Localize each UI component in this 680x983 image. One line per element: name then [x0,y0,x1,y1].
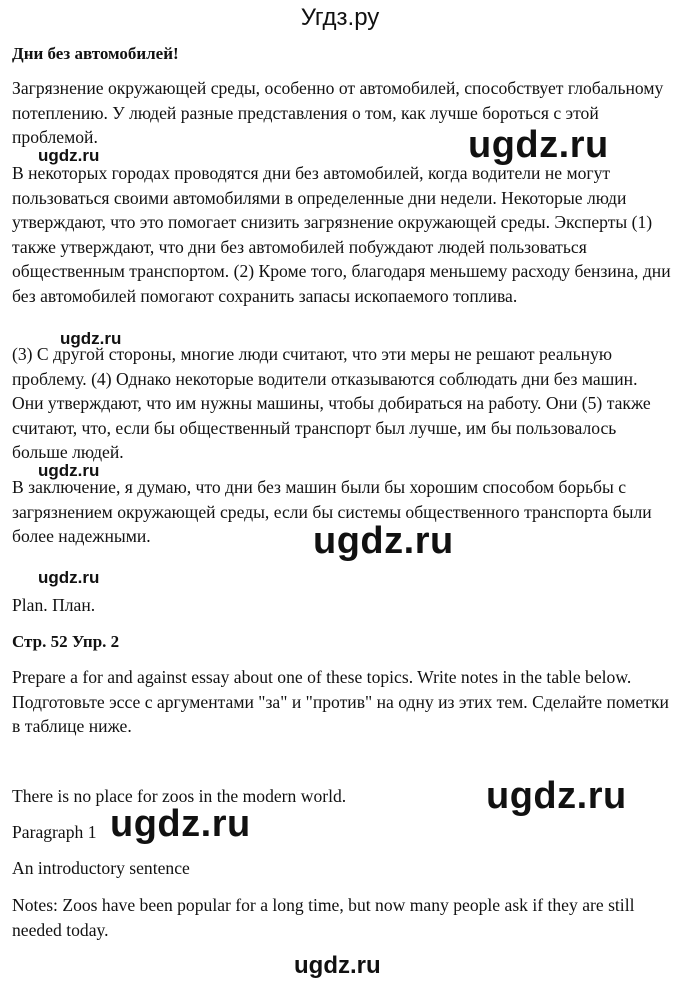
watermark-footer: ugdz.ru [294,952,381,979]
notes-text: Notes: Zoos have been popular for a long time, but now many people ask if they are still needed today. [12,895,635,940]
article-paragraph-3: (3) С другой стороны, многие люди считают, что эти меры не решают реальную проблему. (4) Однако некоторые водители отказываются соблюдать дни без машин. Они утверждают, что им нужны машины, чтобы добираться на работу. Они (5) также считают, что, если бы общественный транспорт был лучше, им бы пользовалось больше людей. [12,344,651,462]
paragraph-label: Paragraph 1 [12,822,97,842]
watermark-big: ugdz.ru [110,803,251,845]
article-paragraph-2: В некоторых городах проводятся дни без автомобилей, когда водители не могут пользоваться своими автомобилями в определенные дни недели. Некоторые люди утверждают, что это помогает снизить загрязнение окружающей среды. Эксперты (1) также утверждают, что дни без автомобилей побуждают людей пользоваться общественным транспортом. (2) Кроме того, благодаря меньшему расходу бензина, дни без автомобилей помогают сохранить запасы ископаемого топлива. [12,163,671,306]
essay-topic: There is no place for zoos in the modern world. [12,786,347,806]
intro-label: An introductory sentence [12,858,190,878]
site-header[interactable]: Угдз.ру [300,4,380,31]
watermark-big: ugdz.ru [486,775,627,817]
watermark-small: ugdz.ru [38,461,100,480]
article-paragraph-1: Загрязнение окружающей среды, особенно от автомобилей, способствует глобальному потеплению. У людей разные представления о том, как лучше бороться с этой проблемой. [12,78,664,147]
article-paragraph-4: В заключение, я думаю, что дни без машин были бы хорошим способом борьбы с загрязнением окружающей среды, если бы системы общественного транспорта были более надежными. [12,477,652,546]
watermark-small: ugdz.ru [38,568,100,587]
exercise-heading: Стр. 52 Упр. 2 [12,632,120,651]
article-title: Дни без автомобилей! [12,44,179,63]
plan-line: Plan. План. [12,595,96,615]
watermark-big: ugdz.ru [313,520,454,562]
watermark-small: ugdz.ru [38,146,100,165]
watermark-small: ugdz.ru [60,329,122,348]
watermark-big: ugdz.ru [468,124,609,166]
exercise-instruction: Prepare a for and against essay about one of these topics. Write notes in the table below. Подготовьте эссе с аргументами "за" и "против" на одну из этих тем. Сделайте пометки в таблице ниже. [12,667,669,736]
